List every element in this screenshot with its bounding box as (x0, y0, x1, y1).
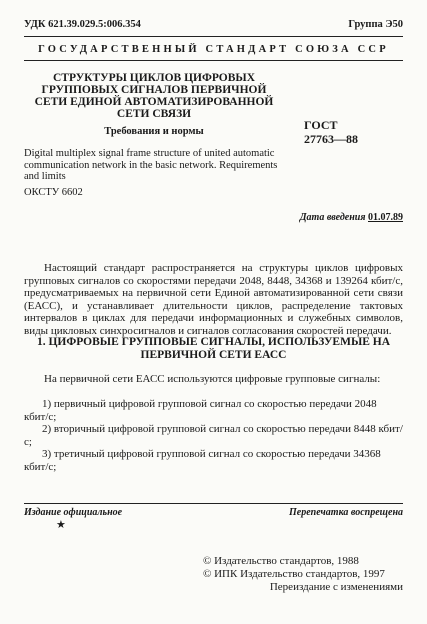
list-item: 2) вторичный цифровой групповой сигнал со скоростью передачи 8448 кбит/с; (24, 423, 403, 448)
official-edition-label: Издание официальное (24, 507, 123, 518)
document-title-en: Digital multiplex signal frame structure of united automatic communication network in the basic network. Requirements and limits (24, 148, 278, 182)
standard-title: ГОСУДАРСТВЕННЫЙ СТАНДАРТ СОЮЗА ССР (38, 44, 389, 55)
star-icon: ★ (56, 519, 66, 531)
gost-label: ГОСТ (304, 118, 338, 132)
document-title-ru: СТРУКТУРЫ ЦИКЛОВ ЦИФРОВЫХ ГРУППОВЫХ СИГНАЛОВ ПЕРВИЧНОЙ СЕТИ ЕДИНОЙ АВТОМАТИЗИРОВАННОЙ СЕТИ СВЯЗИ (34, 72, 274, 120)
copyright-line: © Издательство стандартов, 1988 (203, 555, 359, 567)
footer-divider (24, 503, 403, 504)
intro-paragraph: Настоящий стандарт распространяется на структуры циклов цифровых групповых сигналов со скоростями передачи 2048, 8448, 34368 и 139264 кбит/с, предусматриваемых на первичной сети Единой автоматизированной сети связи (ЕАСС), и устанавливает длительности циклов, распределение тактовых интервалов в циклах для передачи информационных и служебных символов, виды цикловых синхросигналов и сигналов согласования скоростей передачи. (24, 262, 403, 337)
effective-date-value: 01.07.89 (368, 212, 403, 223)
gost-code: 27763—88 (304, 132, 358, 146)
copyright-block (203, 555, 403, 594)
section-heading: 1. ЦИФРОВЫЕ ГРУППОВЫЕ СИГНАЛЫ, ИСПОЛЬЗУЕМЫЕ НА ПЕРВИЧНОЙ СЕТИ ЕАСС (36, 336, 391, 361)
udk-code: УДК 621.39.029.5:006.354 (24, 19, 141, 30)
reissue-note: Переиздание с изменениями (269, 581, 403, 593)
title-divider (24, 60, 403, 61)
list-item: 3) третичный цифровой групповой сигнал со скоростью передачи 34368 кбит/с; (24, 448, 381, 473)
document-subtitle-ru: Требования и нормы (104, 126, 204, 137)
list-item: 1) первичный цифровой групповой сигнал со скоростью передачи 2048 кбит/с; (24, 398, 377, 423)
copyright-line: © ИПК Издательство стандартов, 1997 (203, 568, 385, 580)
group-code: Группа Э50 (348, 19, 403, 30)
effective-date-label: Дата введения (299, 212, 366, 223)
signal-list (24, 398, 403, 473)
effective-date (300, 212, 403, 223)
okstu-code: ОКСТУ 6602 (24, 187, 83, 198)
gost-number (304, 118, 358, 146)
section-intro: На первичной сети ЕАСС используются цифровые групповые сигналы: (44, 373, 381, 385)
top-divider (24, 36, 403, 37)
reprint-prohibited-label: Перепечатка воспрещена (289, 507, 403, 518)
